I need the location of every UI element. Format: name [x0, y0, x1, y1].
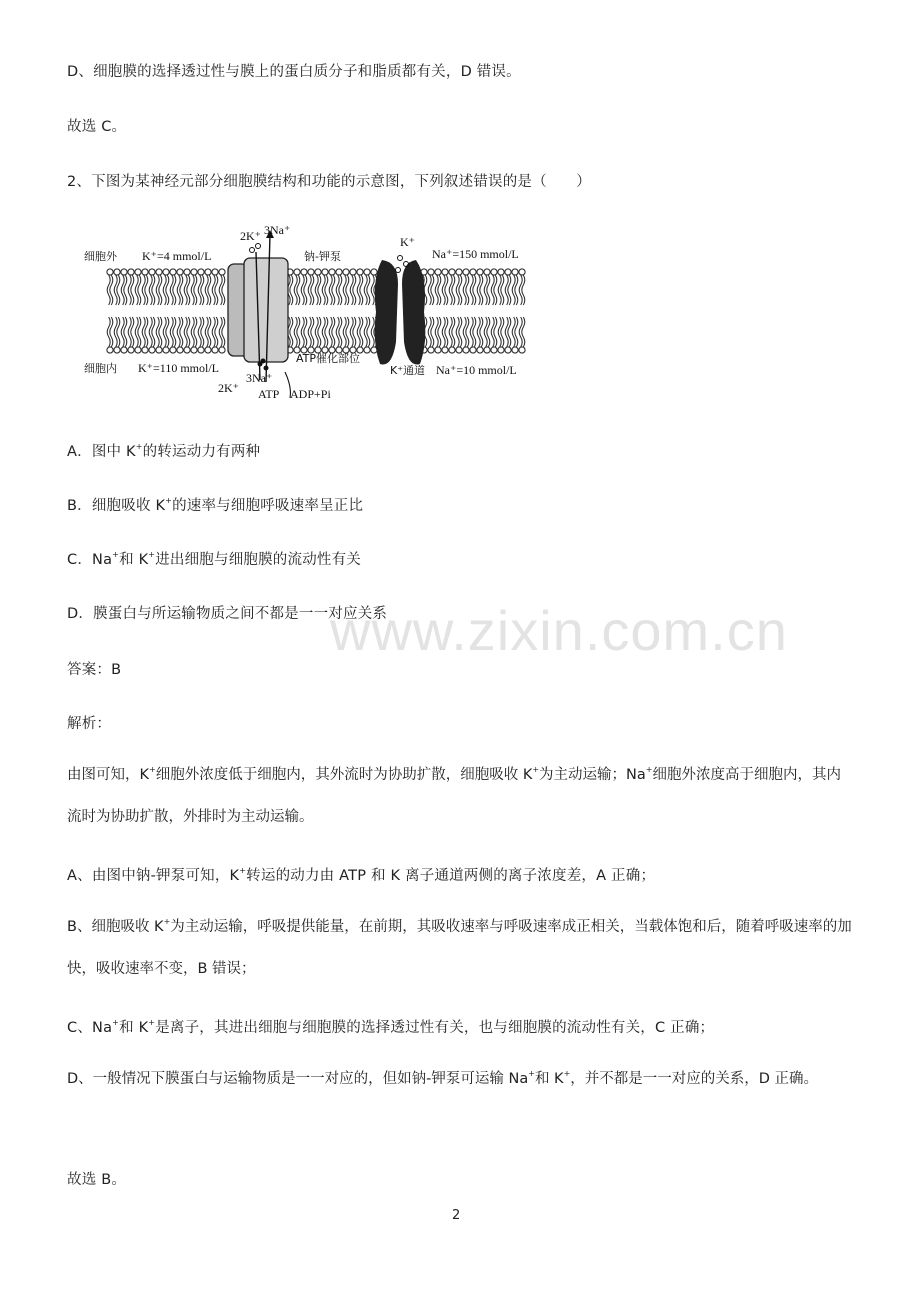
pump-protein-body	[244, 258, 288, 362]
lipid-head	[156, 269, 162, 275]
lipid-head	[456, 347, 462, 353]
lipid-head	[163, 347, 169, 353]
lipid-head	[121, 347, 127, 353]
lipid-head	[149, 269, 155, 275]
lipid-head	[364, 269, 370, 275]
top-2k-label: 2K⁺	[240, 229, 261, 243]
lipid-head	[449, 269, 455, 275]
lipid-head	[212, 347, 218, 353]
k-outside-concentration: K⁺=4 mmol/L	[142, 249, 212, 263]
lipid-head	[343, 269, 349, 275]
atp-label: ATP	[258, 387, 280, 401]
lipid-head	[463, 269, 469, 275]
adp-label: ADP+Pi	[290, 387, 331, 401]
lipid-head	[484, 269, 490, 275]
lipid-head	[498, 269, 504, 275]
lipid-head	[477, 347, 483, 353]
analysis-label: 解析：	[67, 716, 112, 732]
option-b: B．细胞吸收 K+的速率与细胞呼吸速率呈正比	[67, 496, 364, 514]
lipid-head	[142, 347, 148, 353]
lipid-head	[456, 269, 462, 275]
lipid-head	[163, 269, 169, 275]
membrane-diagram	[80, 222, 540, 404]
analysis-c: C、Na+和 K+是离子，其进出细胞与细胞膜的选择透过性有关，也与细胞膜的流动性有关，C 正确；	[67, 1018, 715, 1036]
answer: 答案：B	[67, 662, 122, 678]
lipid-head	[121, 269, 127, 275]
lipid-head	[477, 269, 483, 275]
lipid-bilayer	[107, 275, 525, 347]
lipid-head	[350, 269, 356, 275]
lipid-head	[128, 269, 134, 275]
analysis-a: A、由图中钠-钾泵可知，K+转运的动力由 ATP 和 K 离子通道两侧的离子浓度差，A 正确；	[67, 866, 656, 884]
lipid-head	[198, 347, 204, 353]
lipid-head	[205, 347, 211, 353]
bottom-2k-label: 2K⁺	[218, 381, 239, 395]
lipid-head	[336, 269, 342, 275]
na-outside-concentration: Na⁺=150 mmol/L	[432, 247, 519, 261]
analysis-b: B、细胞吸收 K+为主动运输，呼吸提供能量，在前期，其吸收速率与呼吸速率成正相关，当载体饱和后，随着呼吸速率的加快，吸收速率不变，B 错误；	[67, 917, 852, 977]
lipid-head	[198, 269, 204, 275]
lipid-head	[315, 269, 321, 275]
question-stem: 2、下图为某神经元部分细胞膜结构和功能的示意图，下列叙述错误的是（ ）	[67, 174, 591, 190]
lipid-head	[484, 347, 490, 353]
lipid-head	[149, 347, 155, 353]
lipid-head	[170, 269, 176, 275]
lipid-head	[205, 269, 211, 275]
lipid-head	[107, 269, 113, 275]
lipid-head	[170, 347, 176, 353]
potassium-channel	[375, 260, 398, 365]
lipid-head	[219, 269, 225, 275]
lipid-head	[498, 347, 504, 353]
lipid-head	[505, 269, 511, 275]
lipid-head	[512, 269, 518, 275]
lipid-head	[470, 269, 476, 275]
lipid-head	[519, 347, 525, 353]
atp-site-label: ATP催化部位	[296, 352, 361, 365]
k-inside-concentration: K⁺=110 mmol/L	[138, 361, 219, 375]
analysis-d: D、一般情况下膜蛋白与运输物质是一一对应的，但如钠-钾泵可运输 Na+和 K+，并不都是一一对应的关系，D 正确。	[67, 1069, 819, 1087]
page-number: 2	[452, 1208, 461, 1223]
lipid-head	[435, 269, 441, 275]
bottom-3na-label: 3Na⁺	[246, 371, 273, 385]
lipid-head	[191, 347, 197, 353]
lipid-head	[470, 347, 476, 353]
watermark: www.zixin.com.cn	[330, 599, 788, 662]
lipid-head	[156, 347, 162, 353]
lipid-head	[114, 269, 120, 275]
inside-label: 细胞内	[84, 362, 117, 375]
lipid-head	[177, 347, 183, 353]
lipid-head	[128, 347, 134, 353]
lipid-head	[142, 269, 148, 275]
lipid-head	[191, 269, 197, 275]
top-3na-label: 3Na⁺	[264, 223, 291, 237]
conclusion: 故选 B。	[67, 1172, 127, 1188]
lipid-head	[308, 269, 314, 275]
lipid-head	[177, 269, 183, 275]
pump-label: 钠-钾泵	[304, 250, 341, 263]
lipid-head	[294, 269, 300, 275]
prev-conclusion: 故选 C。	[67, 119, 127, 135]
lipid-head	[364, 347, 370, 353]
lipid-head	[184, 269, 190, 275]
lipid-head	[357, 269, 363, 275]
outside-label: 细胞外	[84, 250, 117, 263]
lipid-head	[435, 347, 441, 353]
lipid-head	[329, 269, 335, 275]
lipid-head	[114, 347, 120, 353]
lipid-head	[463, 347, 469, 353]
lipid-head	[212, 269, 218, 275]
lipid-head	[491, 347, 497, 353]
lipid-head	[442, 269, 448, 275]
na-inside-concentration: Na⁺=10 mmol/L	[436, 363, 517, 377]
option-a: A．图中 K+的转运动力有两种	[67, 442, 261, 460]
lipid-head	[512, 347, 518, 353]
lipid-head	[442, 347, 448, 353]
lipid-head	[505, 347, 511, 353]
lipid-head	[184, 347, 190, 353]
k-top-label: K⁺	[400, 235, 415, 249]
option-c: C．Na+和 K+进出细胞与细胞膜的流动性有关	[67, 550, 362, 568]
lipid-head	[135, 269, 141, 275]
lipid-head	[107, 347, 113, 353]
lipid-head	[219, 347, 225, 353]
lipid-head	[135, 347, 141, 353]
lipid-head	[301, 269, 307, 275]
option-d: D．膜蛋白与所运输物质之间不都是一一对应关系	[67, 606, 388, 622]
lipid-head	[371, 269, 377, 275]
lipid-head	[491, 269, 497, 275]
lipid-head	[519, 269, 525, 275]
prev-option-d-explanation: D、细胞膜的选择透过性与膜上的蛋白质分子和脂质都有关，D 错误。	[67, 64, 521, 80]
lipid-head	[449, 347, 455, 353]
k-channel-label: K⁺通道	[390, 364, 426, 377]
lipid-head	[428, 347, 434, 353]
lipid-head	[428, 269, 434, 275]
lipid-head	[322, 269, 328, 275]
analysis-summary: 由图可知，K+细胞外浓度低于细胞内，其外流时为协助扩散，细胞吸收 K+为主动运输；Na+细胞外浓度高于细胞内，其内流时为协助扩散，外排时为主动运输。	[67, 765, 841, 825]
